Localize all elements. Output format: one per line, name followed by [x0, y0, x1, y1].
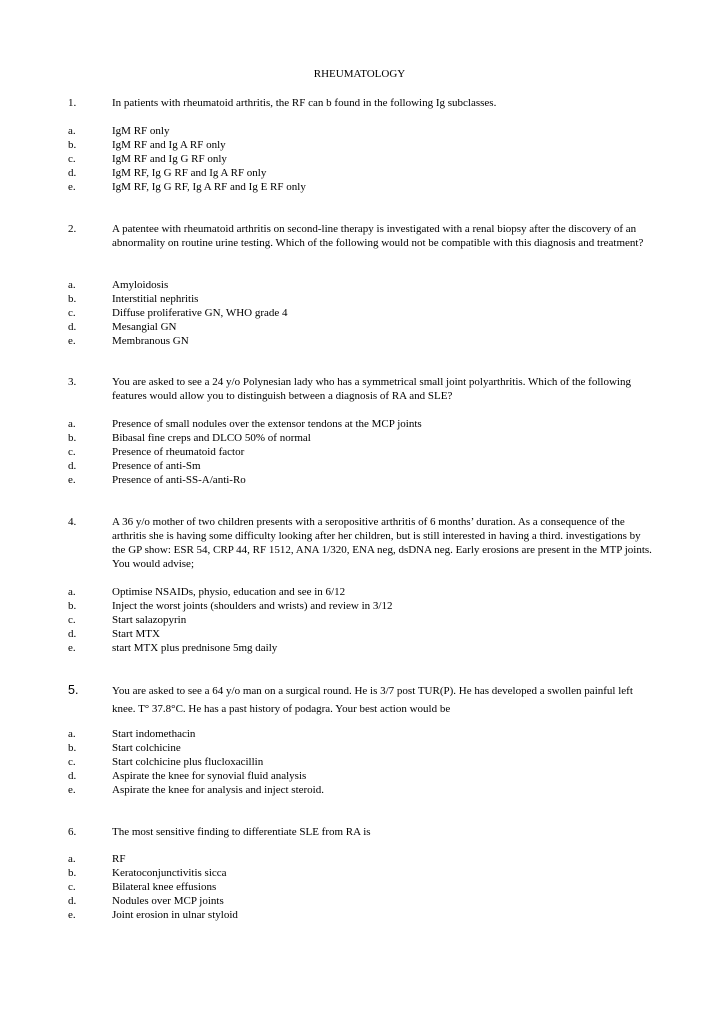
- option-letter: c.: [68, 446, 76, 458]
- question-text: The most sensitive finding to differentiate SLE from RA is: [112, 826, 371, 838]
- option-letter: a.: [68, 125, 76, 137]
- option-letter: b.: [68, 742, 77, 754]
- option-letter: b.: [68, 139, 77, 151]
- option-text: Aspirate the knee for analysis and inject steroid.: [112, 784, 324, 796]
- option-letter: e.: [68, 474, 76, 486]
- option-letter: e.: [68, 181, 76, 193]
- question-number: 1.: [68, 97, 77, 109]
- option-text: Start salazopyrin: [112, 614, 187, 626]
- option-text: Presence of rheumatoid factor: [112, 446, 245, 458]
- option-text: IgM RF and Ig A RF only: [112, 139, 226, 151]
- question-number: 4.: [68, 516, 77, 528]
- option-letter: e.: [68, 642, 76, 654]
- option-letter: a.: [68, 728, 76, 740]
- option-letter: e.: [68, 335, 76, 347]
- option-text: Optimise NSAIDs, physio, education and see in 6/12: [112, 586, 346, 598]
- option-text: Mesangial GN: [112, 321, 177, 333]
- option-letter: c.: [68, 307, 76, 319]
- option-text: Start indomethacin: [112, 728, 196, 740]
- option-text: Start colchicine: [112, 742, 181, 754]
- option-text: Interstitial nephritis: [112, 293, 199, 305]
- option-letter: b.: [68, 432, 77, 444]
- option-text: IgM RF, Ig G RF and Ig A RF only: [112, 167, 267, 179]
- option-letter: a.: [68, 279, 76, 291]
- option-letter: d.: [68, 770, 77, 782]
- option-text: IgM RF, Ig G RF, Ig A RF and Ig E RF only: [112, 181, 306, 193]
- question-number: 3.: [68, 376, 77, 388]
- option-letter: c.: [68, 153, 76, 165]
- option-text: Start MTX: [112, 628, 160, 640]
- option-letter: d.: [68, 628, 77, 640]
- option-letter: d.: [68, 460, 77, 472]
- question-number: 5.: [68, 683, 79, 697]
- option-text: Bilateral knee effusions: [112, 881, 217, 893]
- page-title: RHEUMATOLOGY: [313, 68, 406, 80]
- option-letter: b.: [68, 293, 77, 305]
- question-number: 6.: [68, 826, 77, 838]
- option-letter: d.: [68, 321, 77, 333]
- option-letter: d.: [68, 895, 77, 907]
- question-text: A patentee with rheumatoid arthritis on second-line therapy is investigated with a renal biopsy after the discovery of an abnormality on routine urine testing. Which of the following would not be compatible with this diagnosis and treatment?: [112, 223, 644, 249]
- question-text: In patients with rheumatoid arthritis, the RF can b found in the following Ig subclasses.: [112, 97, 497, 109]
- question-text: A 36 y/o mother of two children presents with a seropositive arthritis of 6 months’ duration. As a consequence of the arthritis she is having some difficulty looking after her children, but is still interested in having a third. investigations by the GP show: ESR 54, CRP 44, RF 1512, ANA 1/320, ENA neg, dsDNA neg. Early erosions are present in the MTP joints. You would advise;: [112, 516, 652, 570]
- option-letter: e.: [68, 784, 76, 796]
- question-text: You are asked to see a 64 y/o man on a surgical round. He is 3/7 post TUR(P). He has developed a swollen painful left knee. T° 37.8°C. He has a past history of podagra. Your best action would be: [112, 685, 633, 715]
- option-letter: b.: [68, 600, 77, 612]
- question-text: You are asked to see a 24 y/o Polynesian lady who has a symmetrical small joint polyarthritis. Which of the following features would allow you to distinguish between a diagnosis of RA and SLE?: [112, 376, 631, 402]
- option-text: Bibasal fine creps and DLCO 50% of normal: [112, 432, 311, 444]
- option-text: Presence of small nodules over the extensor tendons at the MCP joints: [112, 418, 422, 430]
- option-text: IgM RF and Ig G RF only: [112, 153, 227, 165]
- option-letter: d.: [68, 167, 77, 179]
- option-text: Membranous GN: [112, 335, 189, 347]
- option-letter: c.: [68, 614, 76, 626]
- option-text: RF: [112, 853, 126, 865]
- option-text: IgM RF only: [112, 125, 170, 137]
- option-text: Aspirate the knee for synovial fluid analysis: [112, 770, 307, 782]
- option-letter: a.: [68, 853, 76, 865]
- option-text: Presence of anti-Sm: [112, 460, 201, 472]
- option-text: Nodules over MCP joints: [112, 895, 224, 907]
- question-number: 2.: [68, 223, 77, 235]
- option-text: Joint erosion in ulnar styloid: [112, 909, 238, 921]
- option-text: Start colchicine plus flucloxacillin: [112, 756, 264, 768]
- option-letter: e.: [68, 909, 76, 921]
- option-text: Presence of anti-SS-A/anti-Ro: [112, 474, 246, 486]
- option-text: start MTX plus prednisone 5mg daily: [112, 642, 278, 654]
- option-letter: a.: [68, 586, 76, 598]
- option-letter: c.: [68, 756, 76, 768]
- option-text: Inject the worst joints (shoulders and wrists) and review in 3/12: [112, 600, 393, 612]
- option-letter: a.: [68, 418, 76, 430]
- option-letter: b.: [68, 867, 77, 879]
- option-text: Keratoconjunctivitis sicca: [112, 867, 227, 879]
- option-text: Diffuse proliferative GN, WHO grade 4: [112, 307, 288, 319]
- option-letter: c.: [68, 881, 76, 893]
- option-text: Amyloidosis: [112, 279, 169, 291]
